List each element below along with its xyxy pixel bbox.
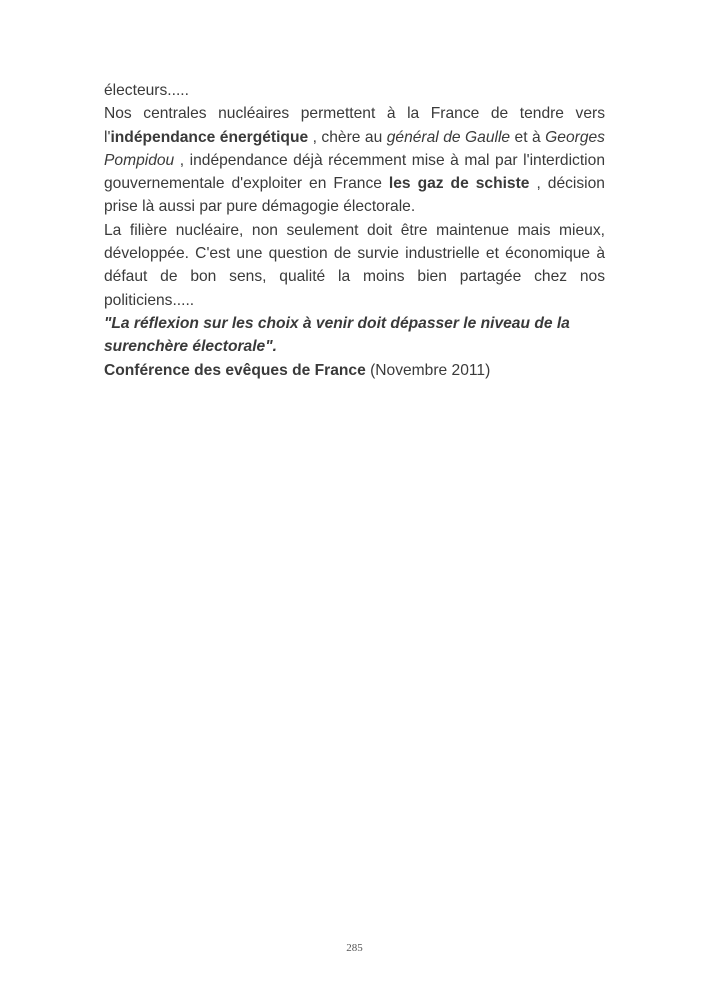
quote-date: (Novembre 2011) [365, 361, 491, 379]
text-run: , chère au [308, 128, 387, 146]
page-body [104, 79, 605, 382]
paragraph-continuation: électeurs..... [104, 82, 189, 99]
italic-name-pompidou: Georges Pompidou [104, 128, 605, 169]
paragraph-nuclear-sector: La filière nucléaire, non seulement doit être maintenue mais mieux, développée. C'est une question de survie industrielle et économique à défaut de bon sens, qualité la moins bien partagée chez nos politiciens..... [104, 221, 605, 309]
bold-phrase-energy-independence: indépendance énergétique [110, 128, 309, 146]
italic-name-de-gaulle: général de Gaulle [386, 128, 511, 146]
quote-source: Conférence des evêques de France [104, 361, 366, 379]
text-run: , indépendance déjà récemment mise à mal par l'interdiction gouvernementale d'exploiter en France [104, 151, 605, 193]
text-run: , décision prise là aussi par pure démagogie électorale. [104, 175, 605, 216]
text-run: Nos centrales nucléaires permettent à la France de tendre vers l' [104, 105, 605, 146]
bold-phrase-shale-gas: les gaz de schiste [388, 175, 530, 193]
text-run: et à [510, 128, 546, 146]
quote: "La réflexion sur les choix à venir doit dépasser le niveau de la surenchère électorale". [104, 314, 570, 356]
page-number: 285 [346, 942, 363, 954]
quote-attribution [104, 359, 605, 382]
paragraph-energy-independence [104, 102, 605, 218]
